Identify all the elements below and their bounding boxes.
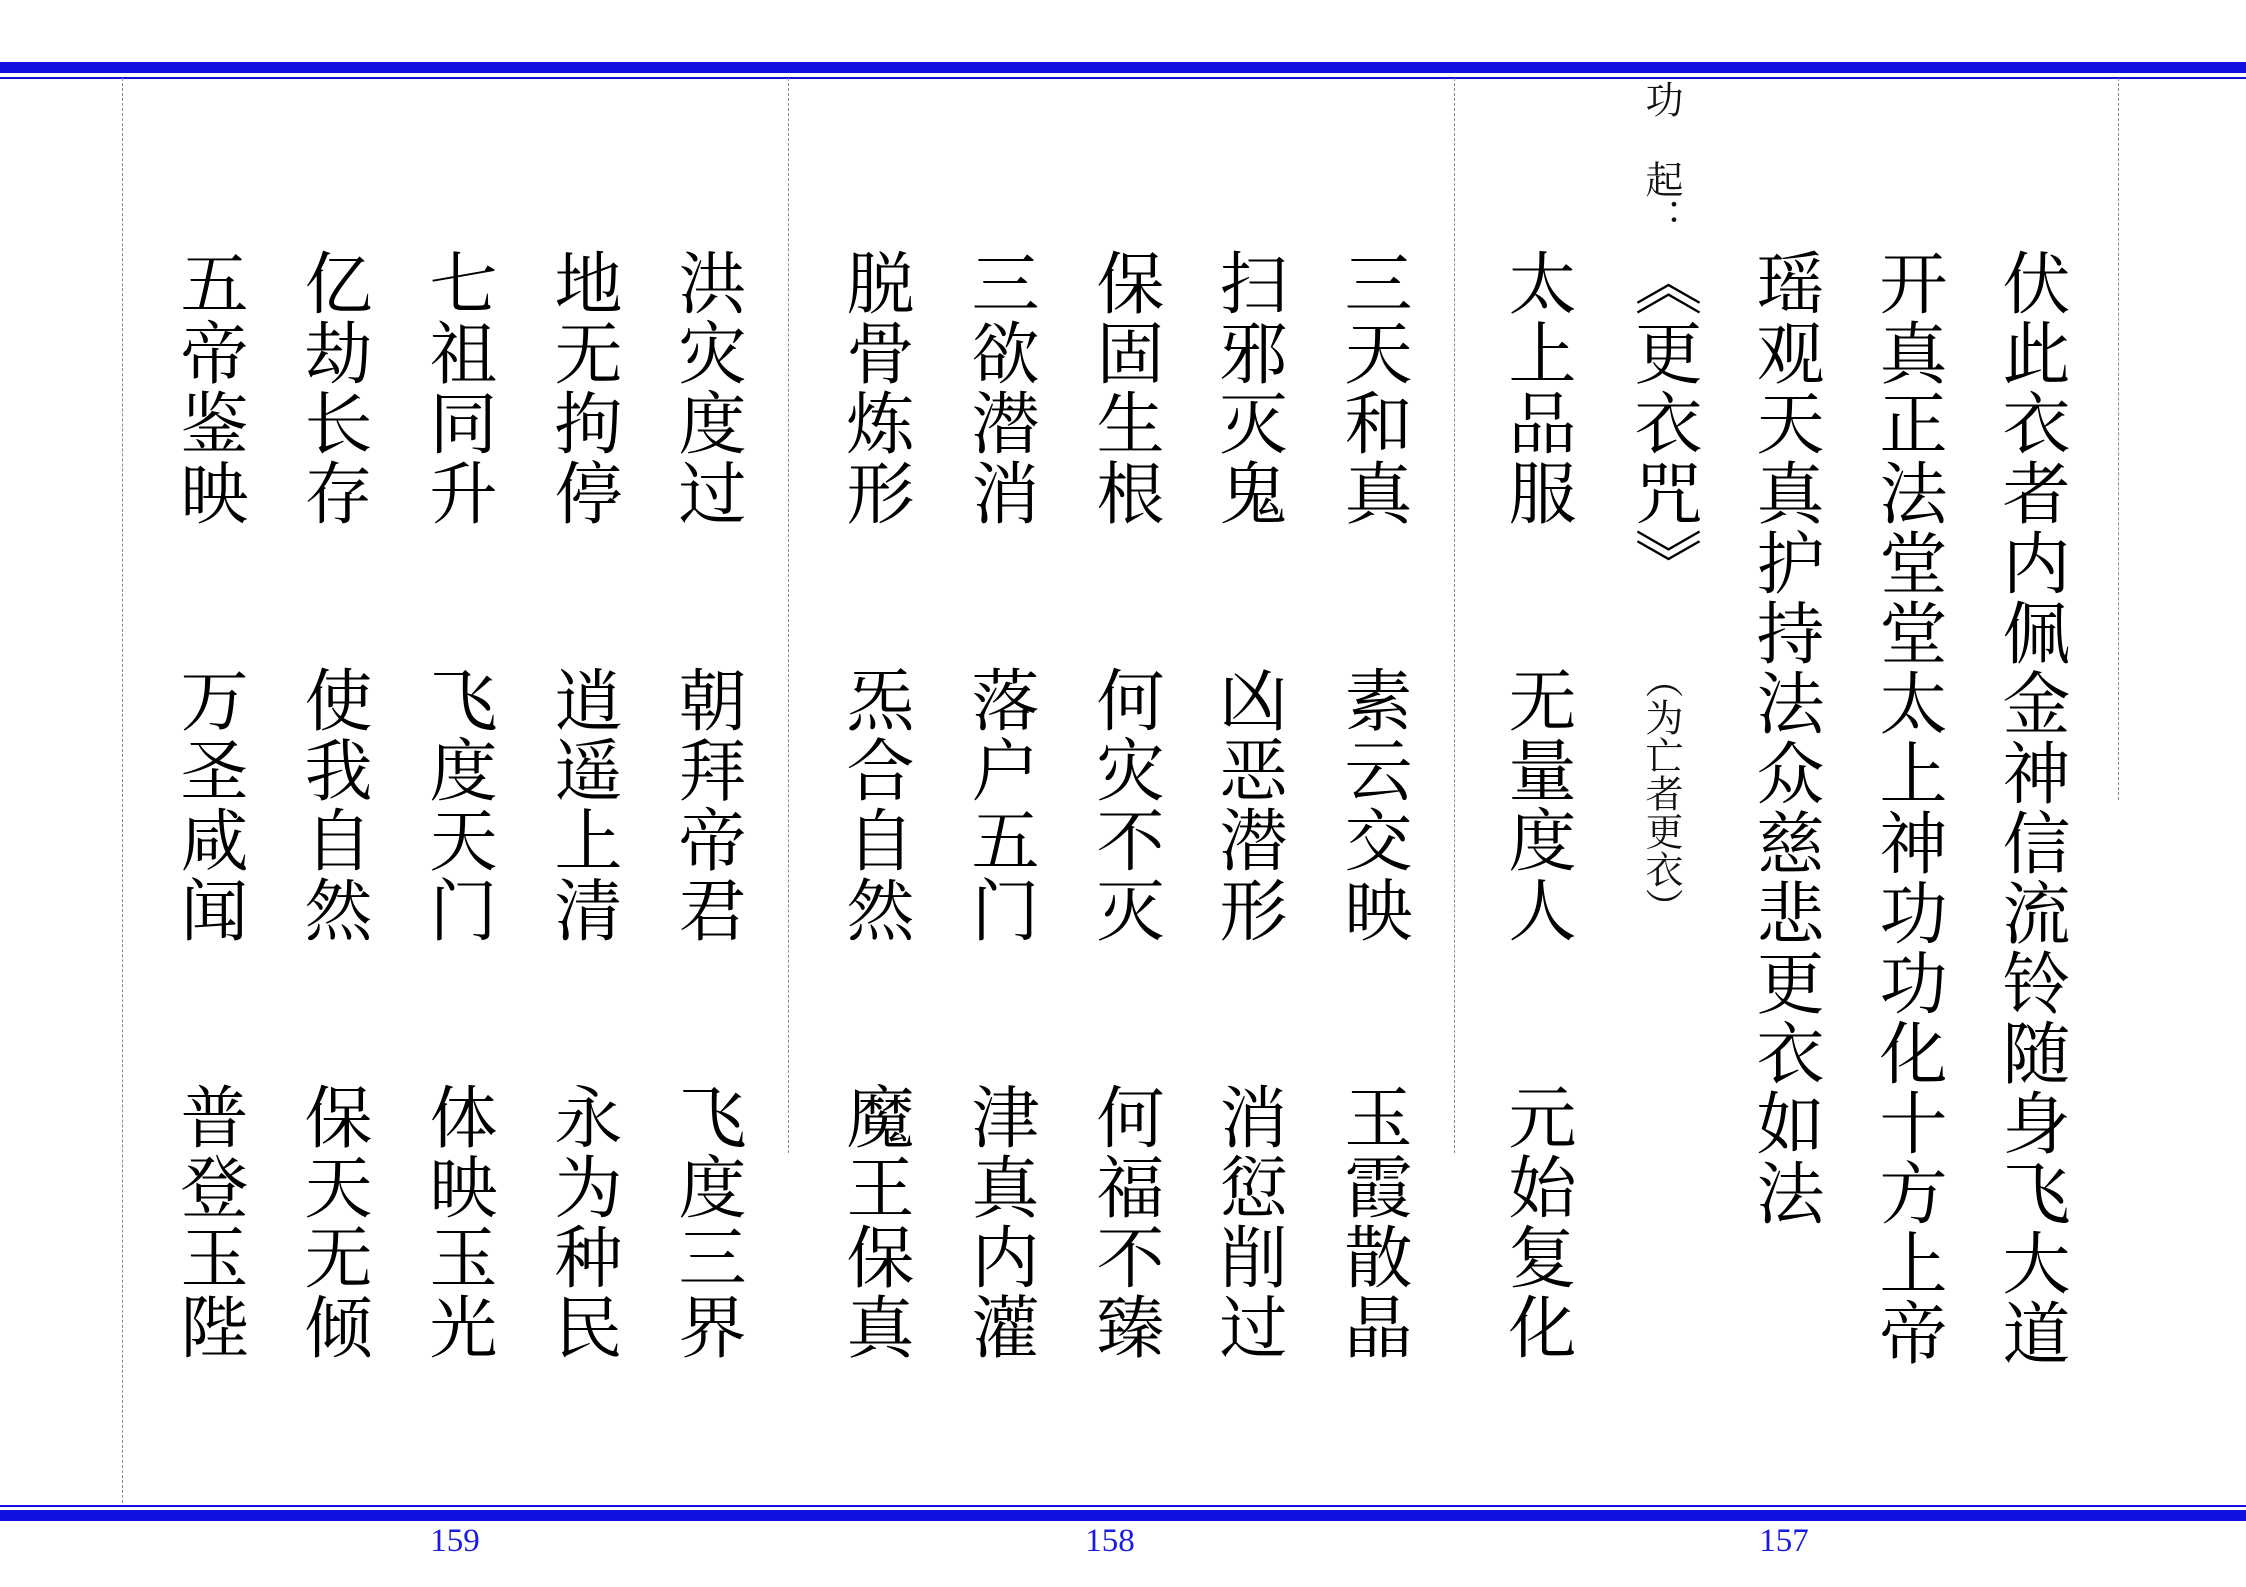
margin-note-qi: 起： — [1639, 160, 1683, 236]
top-rule-thick — [0, 62, 2246, 73]
divider-158-157 — [1454, 78, 1455, 1153]
verse-line: 何灾不灭 — [1085, 665, 1164, 945]
page-number-159: 159 — [430, 1523, 480, 1559]
verse-line: 使我自然 — [293, 665, 372, 945]
page-number-157: 157 — [1759, 1523, 1809, 1559]
verse-line: 扫邪灭鬼 — [1208, 248, 1287, 528]
verse-line: 魔王保真 — [835, 1082, 914, 1362]
verse-line: 津真内灌 — [960, 1082, 1039, 1362]
verse-line: 太上品服 — [1497, 248, 1576, 528]
verse-line: 三欲潜消 — [960, 248, 1039, 528]
verse-line: 体映玉光 — [418, 1082, 497, 1362]
verse-line: 地无拘停 — [543, 248, 622, 528]
page-number-158: 158 — [1085, 1523, 1135, 1559]
verse-line: 炁合自然 — [835, 665, 914, 945]
verse-line: 保天无倾 — [293, 1082, 372, 1362]
verse-line: 落户五门 — [960, 665, 1039, 945]
verse-line: 保固生根 — [1085, 248, 1164, 528]
verse-line: 元始复化 — [1497, 1082, 1576, 1362]
body-column-2: 开真正法堂堂太上神功功化十方上帝 — [1868, 248, 1947, 1368]
verse-line: 朝拜帝君 — [667, 665, 746, 945]
verse-line: 凶恶潜形 — [1208, 665, 1287, 945]
divider-159-158 — [788, 78, 789, 1153]
verse-line: 七祖同升 — [418, 248, 497, 528]
margin-note-gong: 功 — [1639, 80, 1683, 118]
verse-line: 普登玉陛 — [169, 1082, 248, 1362]
verse-line: 玉霞散晶 — [1333, 1082, 1412, 1362]
verse-line: 脱骨炼形 — [835, 248, 914, 528]
verse-line: 洪灾度过 — [667, 248, 746, 528]
top-rule-thin — [0, 77, 2246, 79]
body-column-3: 瑶观天真护持法众慈悲更衣如法 — [1745, 248, 1824, 1228]
bottom-rule-thin — [0, 1505, 2246, 1507]
verse-line: 飞度三界 — [667, 1082, 746, 1362]
verse-line: 飞度天门 — [418, 665, 497, 945]
chant-title: 《更衣咒》 — [1623, 248, 1702, 598]
verse-line: 逍遥上清 — [543, 665, 622, 945]
right-margin-divider — [2118, 78, 2119, 800]
bottom-rule-thick — [0, 1510, 2246, 1521]
left-margin-divider — [122, 78, 123, 1503]
verse-line: 何福不臻 — [1085, 1082, 1164, 1362]
verse-line: 万圣咸闻 — [169, 665, 248, 945]
verse-line: 无量度人 — [1497, 665, 1576, 945]
body-column-1: 伏此衣者内佩金神信流铃随身飞大道 — [1991, 248, 2070, 1368]
chant-subtitle: （为亡者更衣） — [1639, 660, 1683, 926]
verse-line: 素云交映 — [1333, 665, 1412, 945]
verse-line: 永为种民 — [543, 1082, 622, 1362]
verse-line: 亿劫长存 — [293, 248, 372, 528]
verse-line: 三天和真 — [1333, 248, 1412, 528]
verse-line: 五帝鉴映 — [169, 248, 248, 528]
verse-line: 消愆削过 — [1208, 1082, 1287, 1362]
